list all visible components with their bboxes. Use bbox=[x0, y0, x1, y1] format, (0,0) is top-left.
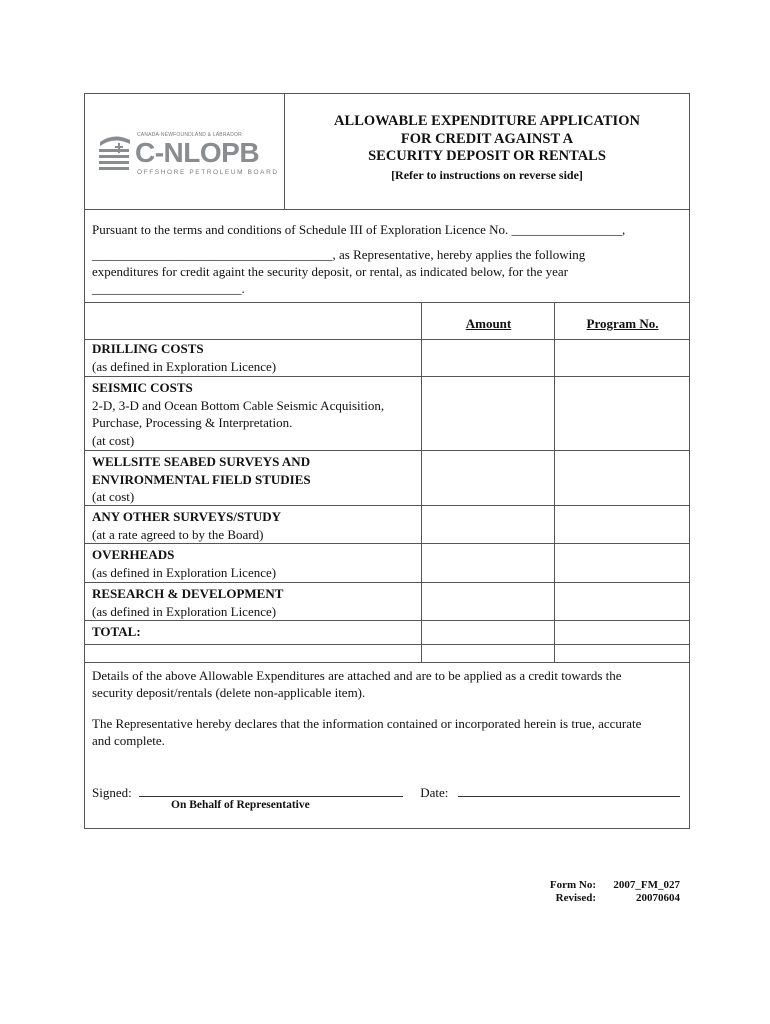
title-block bbox=[285, 94, 689, 209]
row-title: ANY OTHER SURVEYS/STUDY bbox=[92, 509, 282, 524]
row-label bbox=[92, 508, 412, 543]
details-line-2: security deposit/rentals (delete non-applicable item). bbox=[92, 685, 366, 700]
row-desc: 2-D, 3-D and Ocean Bottom Cable Seismic Acquisition, bbox=[92, 397, 385, 413]
row-label bbox=[92, 623, 412, 641]
program-no-cell[interactable] bbox=[554, 377, 690, 450]
title-line-3: SECURITY DEPOSIT OR RENTALS bbox=[368, 148, 606, 164]
amount-cell[interactable] bbox=[421, 451, 555, 505]
row-desc: Purchase, Processing & Interpretation. bbox=[92, 415, 293, 430]
row-label bbox=[92, 340, 412, 375]
form-meta-values bbox=[600, 879, 680, 905]
row-title: WELLSITE SEABED SURVEYS AND bbox=[92, 454, 311, 469]
row-other-surveys bbox=[85, 506, 689, 544]
title-line-1: ALLOWABLE EXPENDITURE APPLICATION bbox=[334, 113, 640, 129]
cnlopb-logo-icon bbox=[96, 134, 134, 174]
row-desc: (at a rate agreed to by the Board) bbox=[92, 526, 264, 542]
spacer-cell bbox=[421, 645, 555, 662]
logo bbox=[85, 94, 285, 209]
form-no-value: 2007_FM_027 bbox=[613, 879, 680, 891]
row-research-development bbox=[85, 583, 689, 621]
row-drilling-costs bbox=[85, 338, 689, 377]
row-title: SEISMIC COSTS bbox=[92, 380, 193, 395]
program-no-cell[interactable] bbox=[554, 583, 690, 620]
row-title: RESEARCH & DEVELOPMENT bbox=[92, 586, 284, 601]
intro-line-2: _____________________________________, as Representative, hereby applies the following bbox=[92, 247, 586, 262]
form-title bbox=[285, 113, 689, 166]
row-title: DRILLING COSTS bbox=[92, 341, 204, 356]
program-no-cell[interactable] bbox=[554, 544, 690, 582]
amount-cell[interactable] bbox=[421, 583, 555, 620]
signature-field[interactable] bbox=[139, 784, 403, 797]
row-label bbox=[92, 546, 412, 581]
program-no-header: Program No. bbox=[554, 303, 690, 339]
row-desc: (as defined in Exploration Licence) bbox=[92, 358, 277, 374]
form-header bbox=[85, 94, 689, 210]
row-desc: (as defined in Exploration Licence) bbox=[92, 564, 277, 580]
form-no-label: Form No: bbox=[549, 879, 596, 891]
row-seismic-costs bbox=[85, 377, 689, 451]
total-label: TOTAL: bbox=[92, 624, 141, 639]
amount-cell[interactable] bbox=[421, 377, 555, 450]
row-total bbox=[85, 621, 689, 645]
details-line-1: Details of the above Allowable Expenditures are attached and are to be applied as a credit towards the bbox=[92, 668, 622, 683]
details-line-4: and complete. bbox=[92, 733, 165, 748]
row-overheads bbox=[85, 544, 689, 583]
amount-header: Amount bbox=[421, 303, 555, 339]
total-program-cell[interactable] bbox=[554, 621, 690, 644]
row-desc: (at cost) bbox=[92, 432, 135, 448]
program-no-cell[interactable] bbox=[554, 451, 690, 505]
program-no-cell[interactable] bbox=[554, 506, 690, 543]
amount-cell[interactable] bbox=[421, 506, 555, 543]
row-label bbox=[92, 453, 412, 506]
total-amount-cell[interactable] bbox=[421, 621, 555, 644]
revised-value: 20070604 bbox=[636, 892, 680, 904]
revised-label: Revised: bbox=[555, 892, 596, 904]
application-form bbox=[84, 93, 690, 829]
row-label bbox=[92, 585, 412, 620]
row-wellsite-surveys bbox=[85, 451, 689, 506]
intro-line-3: expenditures for credit againt the security deposit, or rental, as indicated below, for the year bbox=[92, 264, 569, 279]
on-behalf-label: On Behalf of Representative bbox=[171, 799, 310, 811]
date-label: Date: bbox=[420, 785, 449, 800]
row-title: OVERHEADS bbox=[92, 547, 175, 562]
title-line-2: FOR CREDIT AGAINST A bbox=[400, 130, 574, 147]
row-desc: (as defined in Exploration Licence) bbox=[92, 603, 277, 619]
signed-label: Signed: bbox=[92, 785, 132, 800]
row-label bbox=[92, 379, 412, 449]
column-header-row bbox=[85, 302, 689, 340]
row-title-2: ENVIRONMENTAL FIELD STUDIES bbox=[92, 471, 311, 487]
spacer-cell bbox=[554, 645, 690, 662]
intro-line-1: Pursuant to the terms and conditions of Schedule III of Exploration Licence No. _________________, bbox=[92, 222, 626, 237]
form-meta-labels bbox=[546, 879, 596, 905]
amount-cell[interactable] bbox=[421, 338, 555, 376]
row-desc: (at cost) bbox=[92, 489, 135, 504]
intro-line-4: _______________________. bbox=[92, 281, 245, 296]
logo-main-text: C-NLOPB bbox=[135, 137, 260, 168]
form-subtitle: [Refer to instructions on reverse side] bbox=[391, 167, 583, 182]
details-line-3: The Representative hereby declares that the information contained or incorporated herein is true, accurate bbox=[92, 716, 642, 731]
program-no-cell[interactable] bbox=[554, 338, 690, 376]
logo-small-text: CANADA-NEWFOUNDLAND & LABRADOR bbox=[137, 132, 242, 138]
logo-sub-text: OFFSHORE PETROLEUM BOARD bbox=[137, 169, 279, 176]
date-field[interactable] bbox=[458, 784, 680, 797]
row-spacer bbox=[85, 645, 689, 663]
amount-cell[interactable] bbox=[421, 544, 555, 582]
